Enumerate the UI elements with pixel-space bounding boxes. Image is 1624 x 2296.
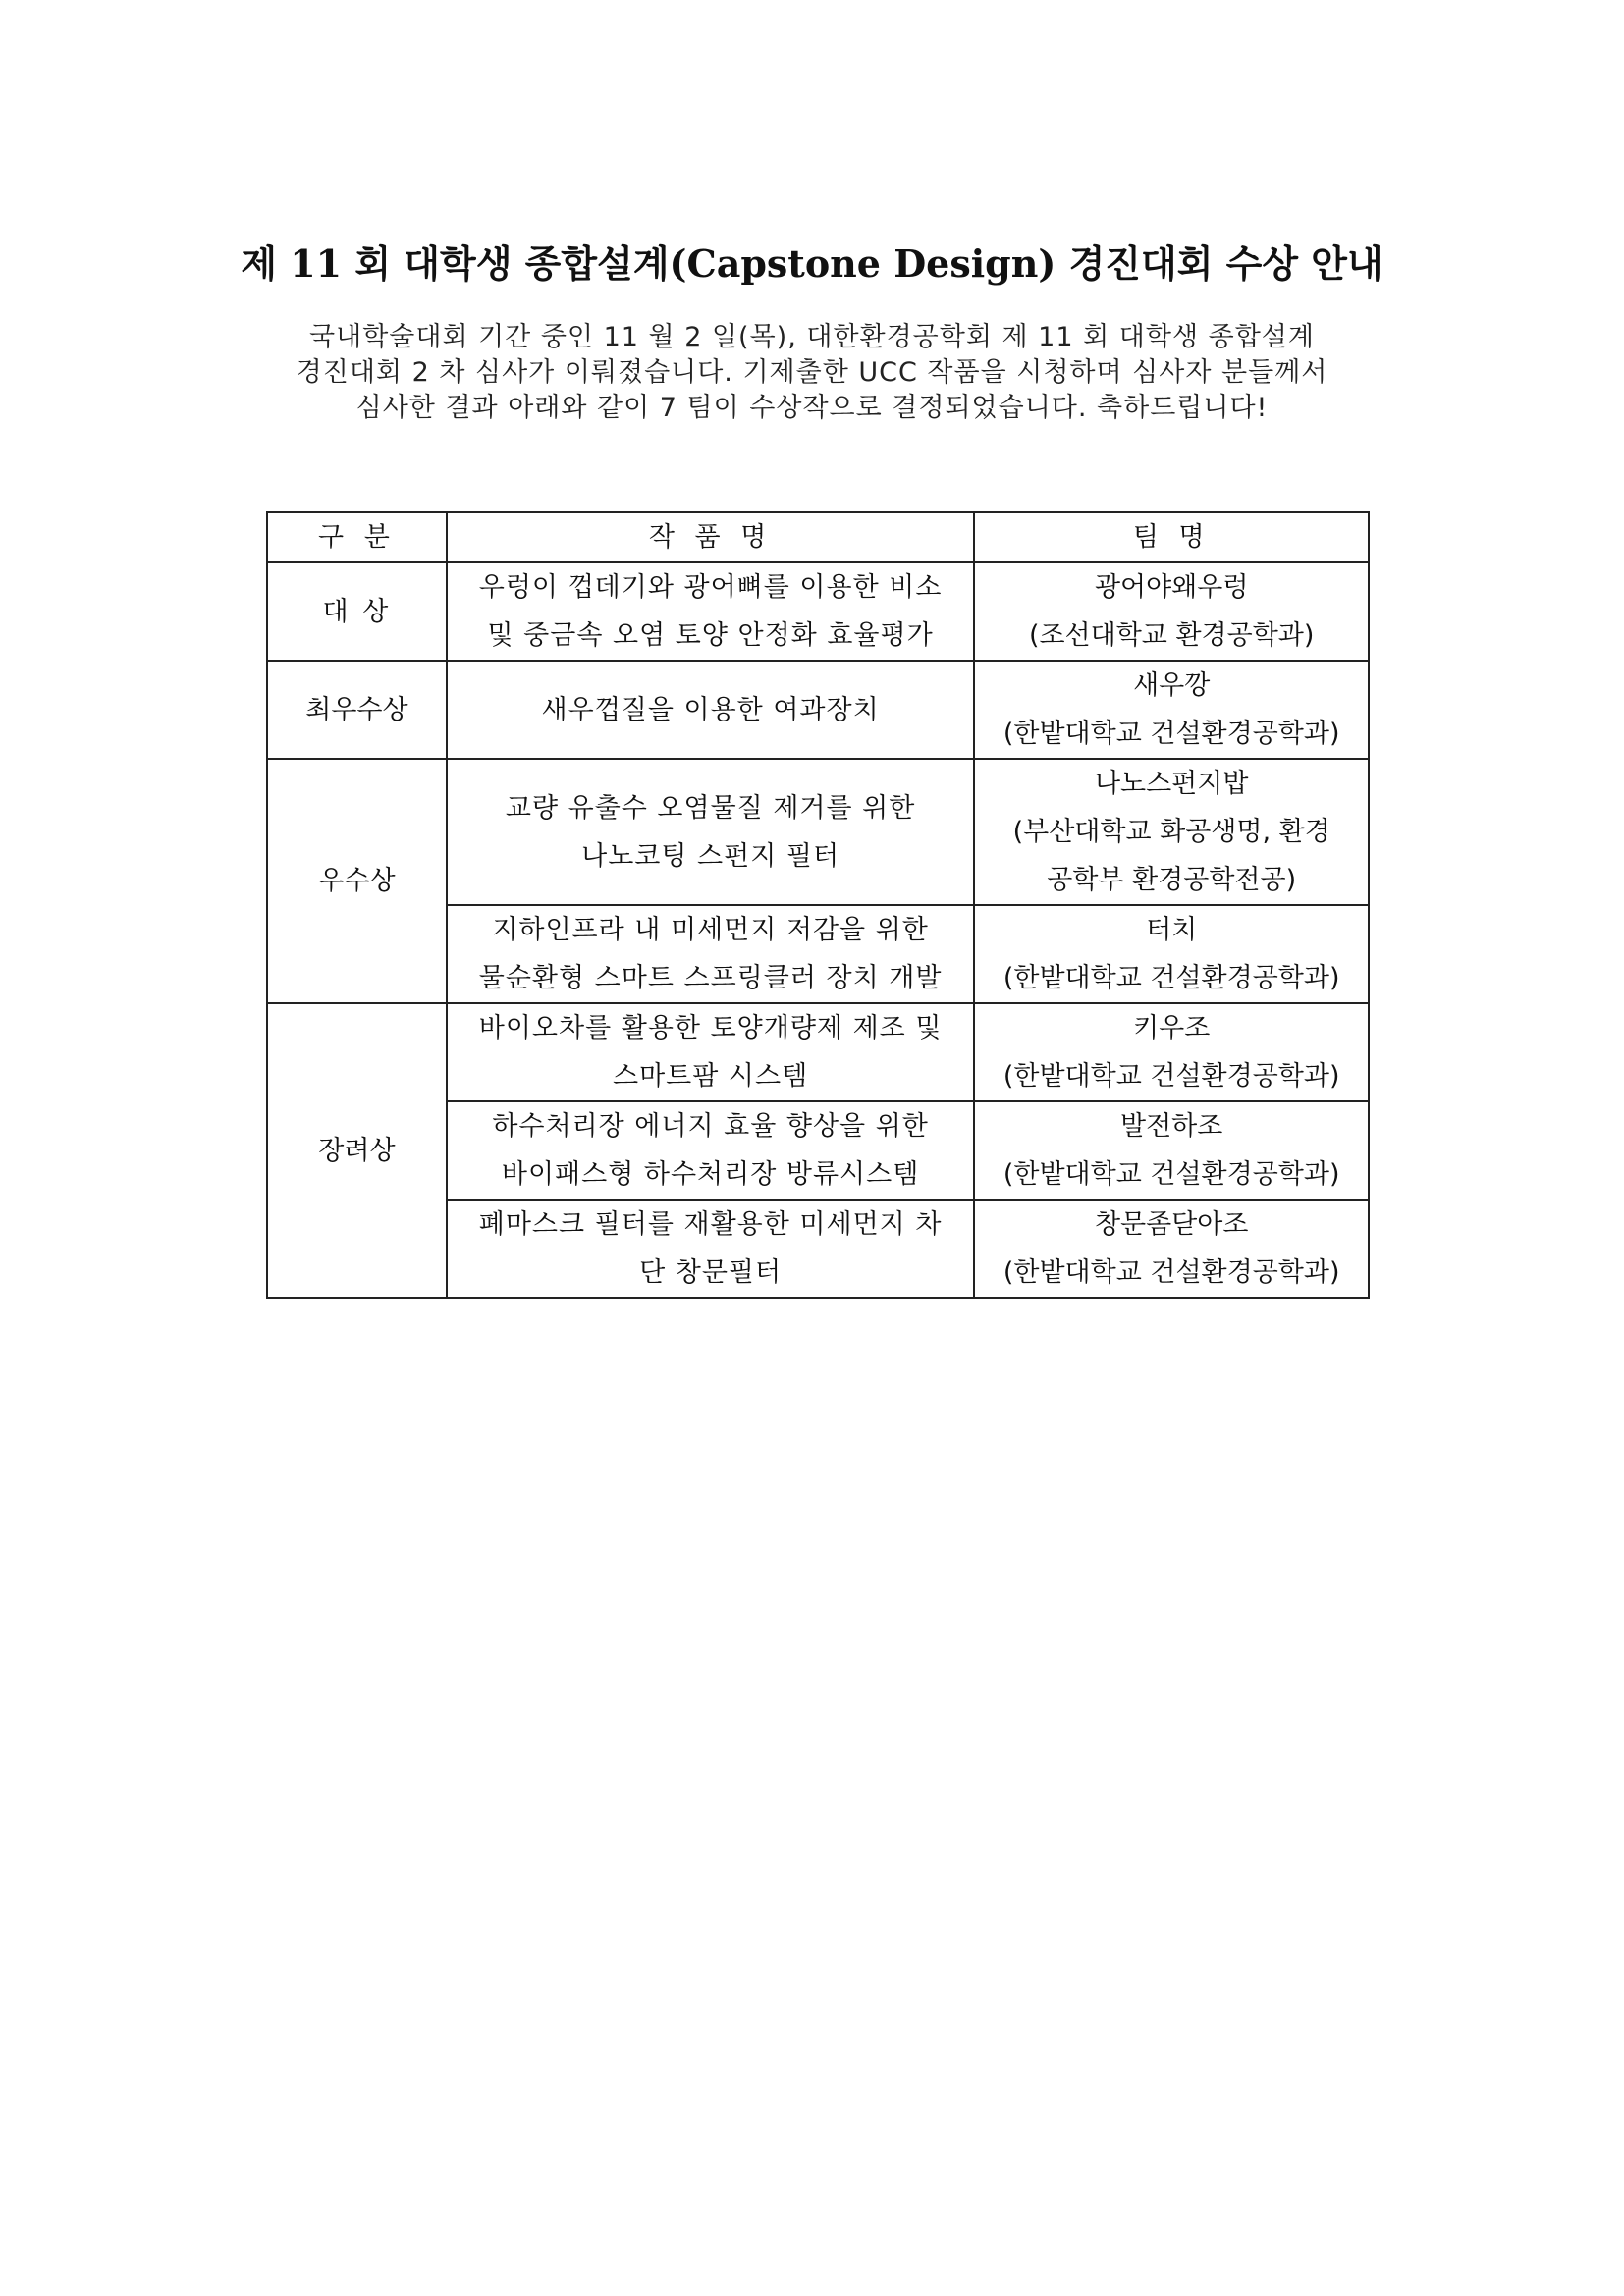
header-team-name: 팀 명: [974, 512, 1369, 562]
header-work-title: 작 품 명: [447, 512, 975, 562]
work-title-line: 바이패스형 하수처리장 방류시스템: [501, 1159, 920, 1190]
team-name-line: 새우깡: [1133, 670, 1211, 701]
intro-line: 심사한 결과 아래와 같이 7 팀이 수상작으로 결정되었습니다. 축하드립니다!: [355, 393, 1269, 423]
work-title: [447, 1200, 975, 1298]
award-category-grand: 대 상: [267, 562, 447, 661]
team-name-line: 나노스펀지밥: [1094, 769, 1249, 799]
team-name: [974, 661, 1369, 759]
work-title: [447, 905, 975, 1003]
work-title-line: 나노코팅 스펀지 필터: [581, 840, 840, 872]
table-row: [267, 1003, 1369, 1101]
work-title-line: 우렁이 껍데기와 광어뼈를 이용한 비소: [478, 572, 943, 603]
team-name: [974, 1003, 1369, 1101]
team-affiliation-line: (한밭대학교 건설환경공학과): [1002, 963, 1340, 993]
work-title-line: 교량 유출수 오염물질 제거를 위한: [505, 792, 916, 824]
team-name: [974, 1101, 1369, 1200]
work-title: [447, 661, 975, 759]
team-name: [974, 1200, 1369, 1298]
team-name-line: 발전하조: [1120, 1111, 1223, 1142]
team-name: [974, 759, 1369, 905]
team-name: [974, 562, 1369, 661]
team-affiliation-line: (부산대학교 화공생명, 환경: [1012, 817, 1330, 847]
work-title: [447, 562, 975, 661]
team-name-line: 터치: [1146, 915, 1198, 945]
award-category-merit: 우수상: [267, 759, 447, 1003]
award-category-encouragement: 장려상: [267, 1003, 447, 1298]
team-affiliation-line: (조선대학교 환경공학과): [1028, 620, 1315, 651]
team-affiliation-line: (한밭대학교 건설환경공학과): [1002, 719, 1340, 749]
team-name: [974, 905, 1369, 1003]
work-title-line: 새우껍질을 이용한 여과장치: [541, 694, 880, 725]
team-name-line: 키우조: [1133, 1013, 1211, 1043]
table-row: [267, 661, 1369, 759]
team-name-line: 광어야왜우렁: [1094, 572, 1249, 603]
award-category-excellence: 최우수상: [267, 661, 447, 759]
work-title-line: 스마트팜 시스템: [613, 1061, 809, 1092]
table-header-row: [267, 512, 1369, 562]
table-row: [267, 562, 1369, 661]
team-affiliation-line: (한밭대학교 건설환경공학과): [1002, 1159, 1340, 1190]
work-title: [447, 1101, 975, 1200]
page-title: 제 11 회 대학생 종합설계(Capstone Design) 경진대회 수상 안내: [241, 241, 1383, 286]
work-title-line: 폐마스크 필터를 재활용한 미세먼지 차: [478, 1209, 943, 1240]
team-affiliation-line: (한밭대학교 건설환경공학과): [1002, 1061, 1340, 1092]
work-title-line: 단 창문필터: [639, 1257, 783, 1288]
work-title: [447, 1003, 975, 1101]
work-title-line: 지하인프라 내 미세먼지 저감을 위한: [492, 915, 929, 945]
team-name-line: 창문좀닫아조: [1094, 1209, 1249, 1240]
intro-paragraph: [0, 320, 1624, 426]
work-title-line: 바이오차를 활용한 토양개량제 제조 및: [478, 1013, 943, 1043]
work-title: [447, 759, 975, 905]
team-affiliation-line: 공학부 환경공학전공): [1047, 865, 1297, 895]
header-category: 구 분: [267, 512, 447, 562]
team-affiliation-line: (한밭대학교 건설환경공학과): [1002, 1257, 1340, 1288]
intro-line: 국내학술대회 기간 중인 11 월 2 일(목), 대한환경공학회 제 11 회 대학생 종합설계: [309, 322, 1315, 352]
intro-line: 경진대회 2 차 심사가 이뤄졌습니다. 기제출한 UCC 작품을 시청하며 심사자 분들께서: [296, 357, 1328, 388]
work-title-line: 및 중금속 오염 토양 안정화 효율평가: [487, 620, 934, 651]
work-title-line: 하수처리장 에너지 효율 향상을 위한: [492, 1111, 929, 1142]
table-row: [267, 759, 1369, 905]
awards-table: [266, 511, 1370, 1299]
work-title-line: 물순환형 스마트 스프링클러 장치 개발: [478, 963, 943, 993]
